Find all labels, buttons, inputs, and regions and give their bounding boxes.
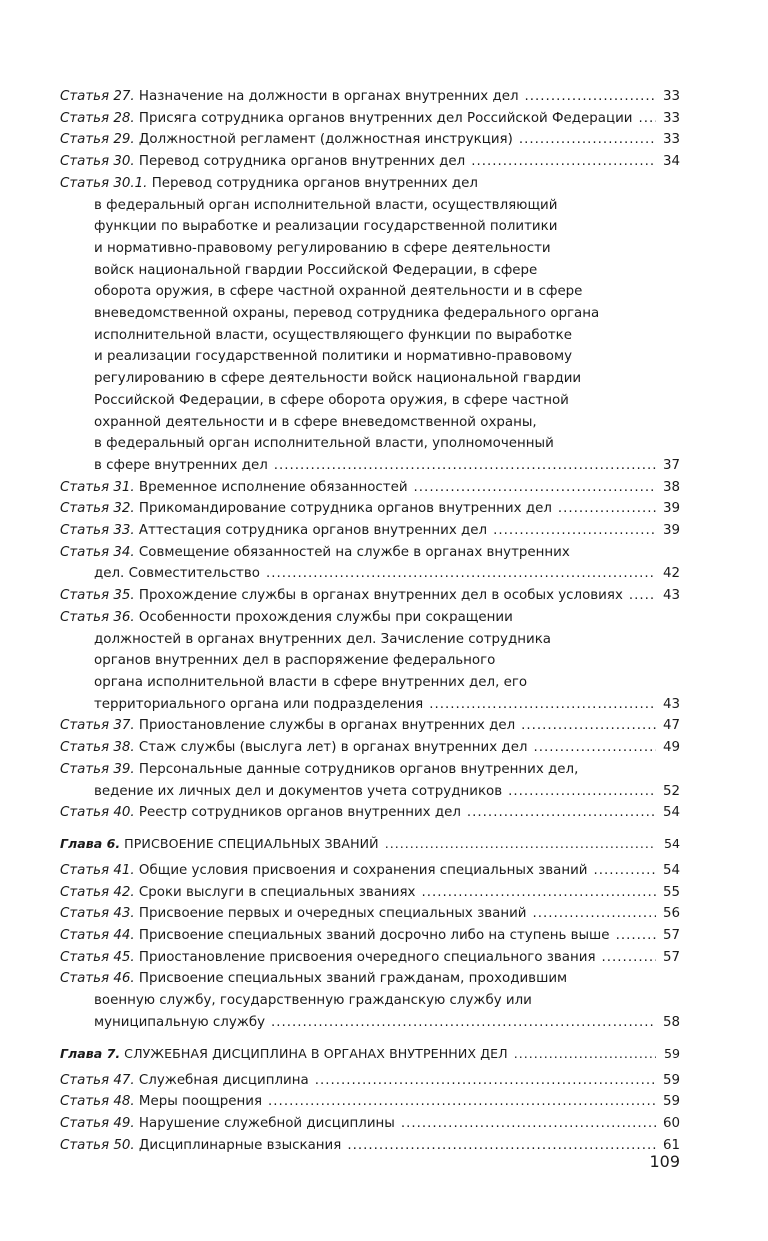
- article-label: Статья 30.: [60, 154, 135, 170]
- leader-dots: [514, 1043, 656, 1064]
- entry-heading: [60, 607, 513, 629]
- article-label: Статья 41.: [60, 862, 135, 878]
- entry-last-line: [60, 108, 680, 130]
- entry-title: [60, 715, 515, 737]
- leader-dots: [533, 903, 657, 925]
- article-label: Статья 50.: [60, 1137, 135, 1153]
- entry-title: [94, 563, 260, 585]
- entry-title-text: Приостановление службы в органах внутренних дел: [138, 718, 516, 734]
- entry-last-line: [60, 694, 680, 716]
- entry-title-text: Нарушение служебной дисциплины: [138, 1115, 395, 1131]
- entry-page-number: 59: [662, 1094, 680, 1110]
- entry-title-start: Персональные данные сотрудников органов внутренних дел,: [138, 761, 579, 777]
- entry-last-line: [60, 781, 680, 803]
- entry-title: [60, 947, 596, 969]
- leader-dots: [266, 563, 656, 585]
- entry-page-number: 43: [662, 696, 680, 712]
- entry-title: [94, 1012, 265, 1034]
- entry-title-text: Присвоение первых и очередных специальных званий: [138, 906, 527, 922]
- leader-dots: [493, 520, 656, 542]
- entry-page-number: 59: [662, 1072, 680, 1088]
- toc-entry: [60, 1135, 680, 1157]
- entry-continuation-line: охранной деятельности и в сфере вневедомственной охраны,: [94, 414, 537, 430]
- chapter-title: ПРИСВОЕНИЕ СПЕЦИАЛЬНЫХ ЗВАНИЙ: [124, 835, 379, 851]
- chapter-page-number: 59: [663, 1045, 680, 1061]
- chapter-label: Глава 7.: [60, 1045, 121, 1061]
- entry-title-text: Меры поощрения: [138, 1094, 263, 1110]
- entry-title: [60, 1091, 262, 1113]
- entry-title: [60, 520, 487, 542]
- toc-entry: [60, 520, 680, 542]
- toc-block-3: [60, 1070, 680, 1157]
- entry-last-line: [60, 802, 680, 824]
- article-label: Статья 39.: [60, 761, 135, 777]
- article-label: Статья 38.: [60, 740, 135, 756]
- entry-page-number: 54: [662, 805, 680, 821]
- entry-title-text: Перевод сотрудника органов внутренних дел: [138, 154, 466, 170]
- entry-continuation-line: исполнительной власти, осуществляющего функции по выработке: [94, 327, 573, 343]
- toc-entry: [60, 860, 680, 882]
- entry-title: [94, 694, 423, 716]
- entry-title: [94, 781, 502, 803]
- entry-title: [60, 477, 408, 499]
- entry-title: [60, 498, 552, 520]
- entry-title-text: Должностной регламент (должностная инструкция): [138, 132, 513, 148]
- article-label: Статья 36.: [60, 609, 135, 625]
- article-label: Статья 28.: [60, 110, 135, 126]
- entry-title-text: Общие условия присвоения и сохранения специальных званий: [138, 862, 588, 878]
- leader-dots: [385, 833, 656, 854]
- article-label: Статья 42.: [60, 884, 135, 900]
- toc-entry: [60, 737, 680, 759]
- entry-continuation-line: в федеральный орган исполнительной власти, осуществляющий: [94, 197, 558, 213]
- entry-last-line: [60, 455, 680, 477]
- entry-title: [60, 108, 633, 130]
- entry-title-text: ведение их личных дел и документов учета сотрудников: [94, 783, 503, 799]
- toc-entry: [60, 925, 680, 947]
- article-label: Статья 27.: [60, 89, 135, 104]
- leader-dots: [594, 860, 656, 882]
- leader-dots: [471, 151, 656, 173]
- leader-dots: [558, 498, 656, 520]
- entry-title-text: Прикомандирование сотрудника органов внутренних дел: [138, 501, 552, 517]
- entry-title: [60, 860, 588, 882]
- entry-page-number: 54: [662, 862, 680, 878]
- entry-title-text: территориального органа или подразделения: [94, 696, 424, 712]
- entry-page-number: 33: [662, 132, 680, 148]
- leader-dots: [421, 882, 656, 904]
- chapter-label: Глава 6.: [60, 835, 121, 851]
- entry-last-line: [60, 903, 680, 925]
- leader-dots: [271, 1012, 656, 1034]
- leader-dots: [534, 737, 657, 759]
- entry-title-text: Присвоение специальных званий досрочно либо на ступень выше: [138, 928, 610, 944]
- entry-page-number: 57: [662, 928, 680, 944]
- entry-last-line: [60, 151, 680, 173]
- entry-title: [94, 455, 268, 477]
- toc-entry: [60, 882, 680, 904]
- entry-title-start: Совмещение обязанностей на службе в органах внутренних: [138, 544, 570, 560]
- entry-continuation-line: Российской Федерации, в сфере оборота оружия, в сфере частной: [94, 392, 569, 408]
- entry-continuation-line: в федеральный орган исполнительной власти, уполномоченный: [94, 436, 554, 452]
- entry-continuation-line: регулированию в сфере деятельности войск национальной гвардии: [94, 371, 582, 387]
- toc-entry: [60, 108, 680, 130]
- entry-title: [60, 585, 623, 607]
- entry-title: [60, 129, 513, 151]
- entry-title-text: Временное исполнение обязанностей: [138, 479, 408, 495]
- entry-title-text: дел. Совместительство: [94, 566, 260, 582]
- leader-dots: [519, 129, 656, 151]
- toc-entry: [60, 585, 680, 607]
- leader-dots: [429, 694, 656, 716]
- entry-continuation-line: органов внутренних дел в распоряжение федерального: [94, 653, 496, 669]
- entry-last-line: [60, 925, 680, 947]
- toc-entry: [60, 173, 680, 477]
- entry-title-text: Присяга сотрудника органов внутренних дел Российской Федерации: [138, 110, 633, 126]
- entry-title-start: Присвоение специальных званий гражданам, проходившим: [138, 971, 568, 987]
- entry-title: [60, 1070, 309, 1092]
- entry-last-line: [60, 715, 680, 737]
- entry-continuation-line: должностей в органах внутренних дел. Зачисление сотрудника: [94, 631, 551, 647]
- toc-entry: [60, 1070, 680, 1092]
- entry-title-text: Служебная дисциплина: [138, 1072, 309, 1088]
- chapter-7-heading: [60, 1043, 680, 1064]
- entry-page-number: 61: [662, 1137, 680, 1153]
- entry-title-text: Аттестация сотрудника органов внутренних дел: [138, 523, 488, 539]
- entry-title-text: в сфере внутренних дел: [94, 457, 268, 473]
- entry-last-line: [60, 1113, 680, 1135]
- toc-entry: [60, 1113, 680, 1135]
- entry-page-number: 39: [662, 523, 680, 539]
- entry-last-line: [60, 86, 680, 108]
- leader-dots: [268, 1091, 656, 1113]
- entry-continuation-line: органа исполнительной власти в сфере внутренних дел, его: [94, 674, 528, 690]
- entry-continuation-line: вневедомственной охраны, перевод сотрудника федерального органа: [94, 306, 600, 322]
- entry-page-number: 60: [662, 1115, 680, 1131]
- entry-page-number: 33: [662, 89, 680, 104]
- entry-page-number: 38: [662, 479, 680, 495]
- article-label: Статья 34.: [60, 544, 135, 560]
- leader-dots: [414, 477, 656, 499]
- entry-last-line: [60, 1135, 680, 1157]
- entry-title-start: Особенности прохождения службы при сокращении: [138, 609, 513, 625]
- article-label: Статья 32.: [60, 501, 135, 517]
- leader-dots: [525, 86, 656, 108]
- leader-dots: [616, 925, 656, 947]
- entry-title: [60, 86, 519, 108]
- article-label: Статья 48.: [60, 1094, 135, 1110]
- entry-continuation-line: функции по выработке и реализации государственной политики: [94, 219, 558, 235]
- entry-title-text: Прохождение службы в органах внутренних дел в особых условиях: [138, 588, 623, 604]
- leader-dots: [508, 781, 656, 803]
- article-label: Статья 31.: [60, 479, 135, 495]
- entry-last-line: [60, 498, 680, 520]
- entry-title-text: Реестр сотрудников органов внутренних дел: [138, 805, 461, 821]
- toc-entry: [60, 947, 680, 969]
- article-label: Статья 37.: [60, 718, 135, 734]
- entry-continuation-line: и реализации государственной политики и нормативно-правовому: [94, 349, 573, 365]
- entry-title: [60, 737, 528, 759]
- entry-page-number: 56: [662, 906, 680, 922]
- leader-dots: [467, 802, 656, 824]
- entry-title-text: Приостановление присвоения очередного специального звания: [138, 949, 596, 965]
- toc-entry: [60, 498, 680, 520]
- entry-first-line: [60, 759, 680, 781]
- article-label: Статья 49.: [60, 1115, 135, 1131]
- leader-dots: [274, 455, 656, 477]
- entry-last-line: [60, 947, 680, 969]
- entry-title-text: Сроки выслуги в специальных званиях: [138, 884, 416, 900]
- toc-entry: [60, 1091, 680, 1113]
- entry-title: [60, 1113, 395, 1135]
- article-label: Статья 33.: [60, 523, 135, 539]
- toc-entry: [60, 542, 680, 585]
- entry-heading: [60, 968, 567, 990]
- entry-last-line: [60, 860, 680, 882]
- entry-last-line: [60, 477, 680, 499]
- entry-continuation-line: войск национальной гвардии Российской Федерации, в сфере: [94, 262, 538, 278]
- entry-title: [60, 925, 610, 947]
- toc-entry: [60, 129, 680, 151]
- article-label: Статья 29.: [60, 132, 135, 148]
- article-label: Статья 30.1.: [60, 175, 148, 191]
- entry-title-text: Стаж службы (выслуга лет) в органах внутренних дел: [138, 740, 528, 756]
- entry-last-line: [60, 1091, 680, 1113]
- entry-title: [60, 1135, 341, 1157]
- toc-entry: [60, 607, 680, 716]
- leader-dots: [639, 108, 657, 130]
- toc-entry: [60, 151, 680, 173]
- chapter-title: СЛУЖЕБНАЯ ДИСЦИПЛИНА В ОРГАНАХ ВНУТРЕННИХ ДЕЛ: [124, 1045, 508, 1061]
- entry-continuation-line: и нормативно-правовому регулированию в сфере деятельности: [94, 240, 551, 256]
- entry-last-line: [60, 1012, 680, 1034]
- entry-continuation-line: оборота оружия, в сфере частной охранной деятельности и в сфере: [94, 284, 583, 300]
- entry-page-number: 55: [662, 884, 680, 900]
- entry-title: [60, 903, 527, 925]
- chapter-6-heading: [60, 833, 680, 854]
- toc-entry: [60, 86, 680, 108]
- entry-first-line: [60, 173, 680, 195]
- article-label: Статья 40.: [60, 805, 135, 821]
- entry-first-line: [60, 542, 680, 564]
- article-label: Статья 43.: [60, 906, 135, 922]
- toc-entry: [60, 477, 680, 499]
- table-of-contents: [60, 86, 680, 1156]
- entry-last-line: [60, 520, 680, 542]
- entry-first-line: [60, 607, 680, 629]
- article-label: Статья 35.: [60, 588, 135, 604]
- toc-block-2: [60, 860, 680, 1034]
- entry-heading: [60, 759, 578, 781]
- entry-last-line: [60, 882, 680, 904]
- article-label: Статья 46.: [60, 971, 135, 987]
- entry-title: [60, 151, 465, 173]
- entry-title: [60, 882, 415, 904]
- entry-page-number: 34: [662, 154, 680, 170]
- entry-title: [60, 802, 461, 824]
- entry-last-line: [60, 129, 680, 151]
- leader-dots: [602, 947, 656, 969]
- leader-dots: [629, 585, 656, 607]
- entry-title-text: Дисциплинарные взыскания: [138, 1137, 342, 1153]
- entry-last-line: [60, 1070, 680, 1092]
- entry-page-number: 58: [662, 1014, 680, 1030]
- article-label: Статья 47.: [60, 1072, 135, 1088]
- toc-block-1: [60, 86, 680, 824]
- entry-title-text: Назначение на должности в органах внутренних дел: [138, 89, 519, 104]
- entry-page-number: 37: [662, 457, 680, 473]
- toc-entry: [60, 802, 680, 824]
- entry-title-text: муниципальную службу: [94, 1014, 266, 1030]
- entry-page-number: 57: [662, 949, 680, 965]
- toc-entry: [60, 968, 680, 1033]
- chapter-page-number: 54: [663, 835, 680, 851]
- entry-page-number: 42: [662, 566, 680, 582]
- entry-last-line: [60, 585, 680, 607]
- article-label: Статья 45.: [60, 949, 135, 965]
- toc-entry: [60, 715, 680, 737]
- entry-last-line: [60, 563, 680, 585]
- entry-page-number: 47: [662, 718, 680, 734]
- entry-first-line: [60, 968, 680, 990]
- leader-dots: [347, 1135, 656, 1157]
- entry-page-number: 52: [662, 783, 680, 799]
- leader-dots: [315, 1070, 656, 1092]
- entry-heading: [60, 173, 478, 195]
- entry-title-start: Перевод сотрудника органов внутренних дел: [151, 175, 478, 191]
- entry-page-number: 49: [662, 740, 680, 756]
- entry-page-number: 39: [662, 501, 680, 517]
- leader-dots: [521, 715, 656, 737]
- toc-entry: [60, 903, 680, 925]
- entry-page-number: 43: [662, 588, 680, 604]
- page-number: 109: [649, 1152, 680, 1171]
- entry-continuation-line: военную службу, государственную гражданскую службу или: [94, 993, 532, 1009]
- article-label: Статья 44.: [60, 928, 135, 944]
- entry-page-number: 33: [662, 110, 680, 126]
- entry-last-line: [60, 737, 680, 759]
- entry-heading: [60, 542, 570, 564]
- leader-dots: [401, 1113, 656, 1135]
- toc-entry: [60, 759, 680, 802]
